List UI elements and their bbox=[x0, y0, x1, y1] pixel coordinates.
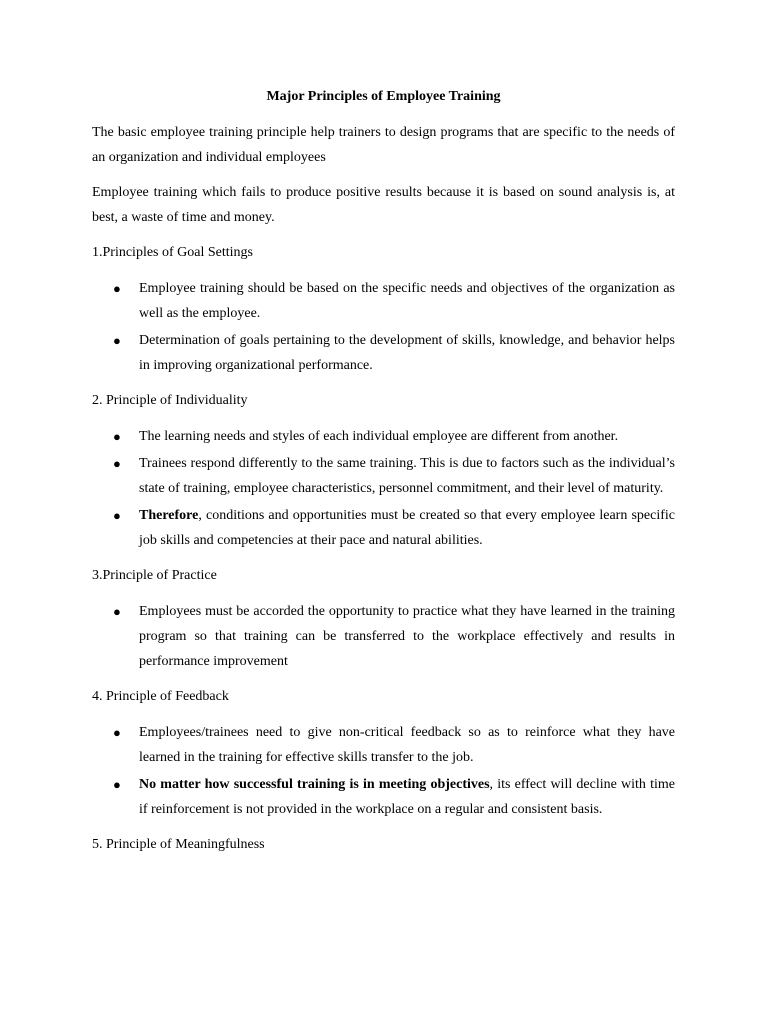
section-heading-goal-settings: 1.Principles of Goal Settings bbox=[92, 245, 253, 260]
list-item-bold-lead: Therefore bbox=[139, 508, 199, 523]
list-item bbox=[92, 424, 675, 449]
bullet-icon: ● bbox=[113, 333, 121, 348]
section-heading-individuality: 2. Principle of Individuality bbox=[92, 393, 248, 408]
bullet-icon: ● bbox=[113, 429, 121, 444]
list-item bbox=[92, 451, 675, 501]
list-item-text: Employee training should be based on the specific needs and objectives of the organization as well as the employee. bbox=[139, 281, 675, 321]
bullet-icon: ● bbox=[113, 281, 121, 296]
bullet-list-goal-settings bbox=[92, 276, 675, 378]
list-item bbox=[92, 503, 675, 553]
intro-paragraph-1: The basic employee training principle help trainers to design programs that are specific to the needs of an organization and individual employees bbox=[92, 125, 675, 165]
list-item bbox=[92, 772, 675, 822]
list-item-text: Determination of goals pertaining to the development of skills, knowledge, and behavior helps in improving organizational performance. bbox=[139, 333, 675, 373]
bullet-icon: ● bbox=[113, 777, 121, 792]
bullet-list-practice bbox=[92, 599, 675, 674]
list-item-text: Trainees respond differently to the same training. This is due to factors such as the individual’s state of training, employee characteristics, personnel commitment, and their level of maturity. bbox=[139, 456, 675, 496]
bullet-list-individuality bbox=[92, 424, 675, 553]
bullet-icon: ● bbox=[113, 725, 121, 740]
list-item bbox=[92, 328, 675, 378]
list-item-text: The learning needs and styles of each individual employee are different from another. bbox=[139, 429, 619, 444]
intro-paragraph-2: Employee training which fails to produce positive results because it is based on sound analysis is, at best, a waste of time and money. bbox=[92, 185, 675, 225]
section-heading-feedback: 4. Principle of Feedback bbox=[92, 689, 229, 704]
list-item bbox=[92, 599, 675, 674]
bullet-icon: ● bbox=[113, 604, 121, 619]
list-item bbox=[92, 276, 675, 326]
list-item bbox=[92, 720, 675, 770]
bullet-icon: ● bbox=[113, 508, 121, 523]
section-heading-meaningfulness: 5. Principle of Meaningfulness bbox=[92, 837, 265, 852]
list-item-text: Employees/trainees need to give non-critical feedback so as to reinforce what they have learned in the training for effective skills transfer to the job. bbox=[139, 725, 675, 765]
list-item-text: Employees must be accorded the opportunity to practice what they have learned in the training program so that training can be transferred to the workplace effectively and results in performance improvement bbox=[139, 604, 675, 669]
list-item-bold-lead: No matter how successful training is in meeting objectives bbox=[139, 777, 490, 792]
section-heading-practice: 3.Principle of Practice bbox=[92, 568, 217, 583]
bullet-list-feedback bbox=[92, 720, 675, 822]
bullet-icon: ● bbox=[113, 456, 121, 471]
document-page bbox=[92, 86, 675, 868]
list-item-text: , its effect will decline with time if reinforcement is not provided in the workplace on a regular and consistent basis. bbox=[139, 777, 675, 817]
list-item-text: , conditions and opportunities must be created so that every employee learn specific job skills and competencies at their pace and natural abilities. bbox=[139, 508, 675, 548]
document-title: Major Principles of Employee Training bbox=[266, 89, 501, 104]
